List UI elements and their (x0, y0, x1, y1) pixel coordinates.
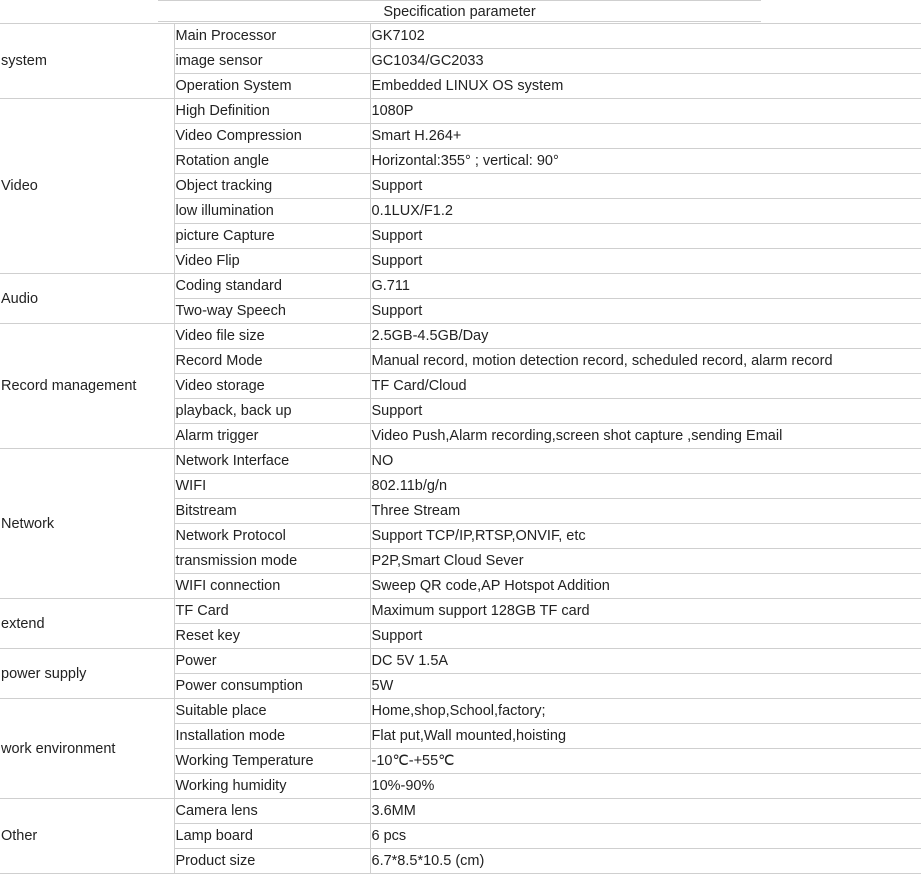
table-row (0, 324, 921, 349)
param-value: 3.6MM (370, 799, 921, 824)
param-value: -10℃-+55℃ (370, 749, 921, 774)
param-value: G.711 (370, 274, 921, 299)
param-name: Suitable place (174, 699, 370, 724)
param-value: Sweep QR code,AP Hotspot Addition (370, 574, 921, 599)
param-value: GK7102 (370, 24, 921, 49)
param-name: Working Temperature (174, 749, 370, 774)
param-name: Network Protocol (174, 524, 370, 549)
param-value: Support (370, 249, 921, 274)
param-value: 0.1LUX/F1.2 (370, 199, 921, 224)
param-name: picture Capture (174, 224, 370, 249)
param-name: Record Mode (174, 349, 370, 374)
param-value: Video Push,Alarm recording,screen shot capture ,sending Email (370, 424, 921, 449)
table-row (0, 274, 921, 299)
param-value: Three Stream (370, 499, 921, 524)
param-value: Support (370, 174, 921, 199)
param-name: Product size (174, 849, 370, 874)
param-name: Video file size (174, 324, 370, 349)
param-value: Support (370, 624, 921, 649)
table-row (0, 99, 921, 124)
param-value: Smart H.264+ (370, 124, 921, 149)
param-value: 6 pcs (370, 824, 921, 849)
param-value: Flat put,Wall mounted,hoisting (370, 724, 921, 749)
group-label: Network (0, 449, 174, 599)
param-value: Support TCP/IP,RTSP,ONVIF, etc (370, 524, 921, 549)
param-name: Rotation angle (174, 149, 370, 174)
param-name: Network Interface (174, 449, 370, 474)
param-name: WIFI (174, 474, 370, 499)
param-name: Video Flip (174, 249, 370, 274)
param-name: Power consumption (174, 674, 370, 699)
group-label: system (0, 24, 174, 99)
table-row (0, 799, 921, 824)
param-value: 2.5GB-4.5GB/Day (370, 324, 921, 349)
param-name: Camera lens (174, 799, 370, 824)
param-name: image sensor (174, 49, 370, 74)
param-value: 6.7*8.5*10.5 (cm) (370, 849, 921, 874)
group-label: Audio (0, 274, 174, 324)
param-name: low illumination (174, 199, 370, 224)
param-name: Video storage (174, 374, 370, 399)
param-value: NO (370, 449, 921, 474)
param-name: Object tracking (174, 174, 370, 199)
param-value: Support (370, 299, 921, 324)
table-row (0, 649, 921, 674)
param-name: Bitstream (174, 499, 370, 524)
param-name: Operation System (174, 74, 370, 99)
param-value: 10%-90% (370, 774, 921, 799)
param-name: TF Card (174, 599, 370, 624)
param-value: 802.11b/g/n (370, 474, 921, 499)
param-value: DC 5V 1.5A (370, 649, 921, 674)
param-name: Main Processor (174, 24, 370, 49)
group-label: Record management (0, 324, 174, 449)
param-name: Coding standard (174, 274, 370, 299)
table-row (0, 24, 921, 49)
param-value: Horizontal:355° ; vertical: 90° (370, 149, 921, 174)
group-label: power supply (0, 649, 174, 699)
param-value: 1080P (370, 99, 921, 124)
param-name: WIFI connection (174, 574, 370, 599)
param-value: Home,shop,School,factory; (370, 699, 921, 724)
group-label: extend (0, 599, 174, 649)
param-name: High Definition (174, 99, 370, 124)
param-name: Alarm trigger (174, 424, 370, 449)
param-name: Reset key (174, 624, 370, 649)
group-label: Video (0, 99, 174, 274)
table-title: Specification parameter (158, 0, 761, 22)
param-name: Video Compression (174, 124, 370, 149)
table-row (0, 449, 921, 474)
table-row (0, 699, 921, 724)
group-label: work environment (0, 699, 174, 799)
param-value: Maximum support 128GB TF card (370, 599, 921, 624)
param-value: TF Card/Cloud (370, 374, 921, 399)
param-value: Manual record, motion detection record, scheduled record, alarm record (370, 349, 921, 374)
param-value: GC1034/GC2033 (370, 49, 921, 74)
param-value: P2P,Smart Cloud Sever (370, 549, 921, 574)
param-name: Power (174, 649, 370, 674)
param-name: Lamp board (174, 824, 370, 849)
table-row (0, 599, 921, 624)
param-value: Embedded LINUX OS system (370, 74, 921, 99)
group-label: Other (0, 799, 174, 874)
param-name: Installation mode (174, 724, 370, 749)
spec-table (0, 23, 921, 874)
param-value: Support (370, 224, 921, 249)
param-name: playback, back up (174, 399, 370, 424)
param-name: Two-way Speech (174, 299, 370, 324)
param-value: 5W (370, 674, 921, 699)
param-name: Working humidity (174, 774, 370, 799)
param-value: Support (370, 399, 921, 424)
spec-table-body (0, 24, 921, 874)
param-name: transmission mode (174, 549, 370, 574)
